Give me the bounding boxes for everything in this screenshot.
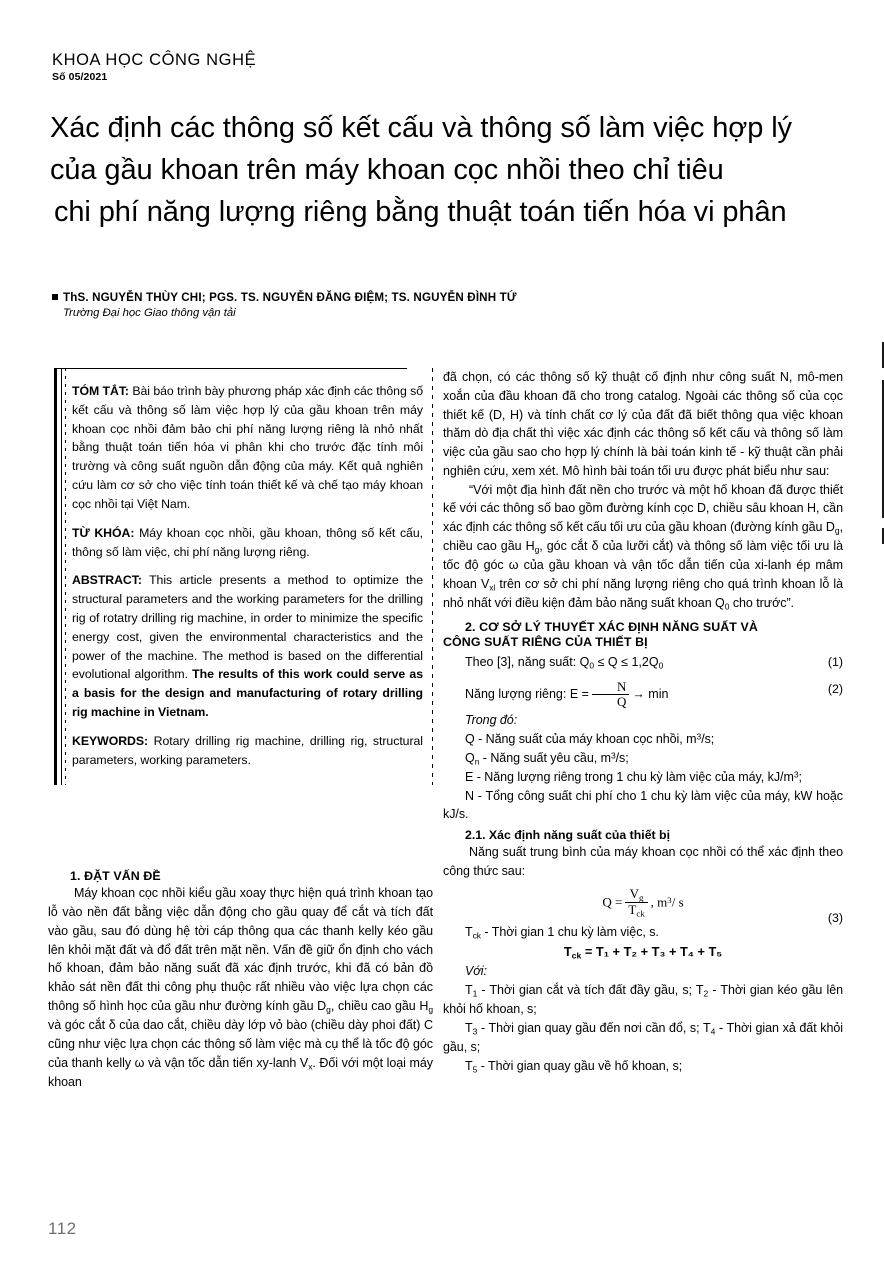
eq-tck-sum-terms: = T₁ + T₂ + T₃ + T₄ + T₅	[581, 943, 723, 959]
subscript-g-2: g	[428, 1004, 434, 1015]
section-1-paragraph	[48, 884, 433, 1091]
equation-2-label: Năng lượng riêng: E =	[465, 687, 589, 702]
abstract-box-right-rule	[432, 368, 433, 785]
definition-E-units: ;	[798, 769, 802, 784]
definition-Qn	[443, 749, 843, 768]
subscript-4: 4	[710, 1026, 716, 1037]
subscript-5: 5	[472, 1064, 478, 1075]
subscript-x: x	[308, 1060, 313, 1071]
page-number: 112	[48, 1219, 77, 1238]
author-block	[52, 291, 692, 319]
fraction-denominator: Q	[616, 694, 627, 710]
quote-paragraph	[443, 481, 843, 614]
definition-E-text: E - Năng lượng riêng trong 1 chu kỳ làm việc của máy, kJ/m	[465, 769, 794, 784]
fraction-vg-over-tck	[625, 887, 647, 920]
equation-tck-sum	[443, 944, 843, 960]
quote-text-a: “Với một địa hình đất nền cho trước và một hố khoan đã được thiết kế với các thông số bao gồm đường kính cọc D, chiều sâu khoan H, cần xác định các thông số kết cấu tối ưu của gầu khoan (đường kính gầu D	[443, 482, 843, 534]
equation-1	[443, 653, 663, 672]
issue-number: Số 05/2021	[52, 71, 108, 84]
section-1-heading: 1. ĐẶT VẤN ĐỀ	[70, 869, 161, 884]
continued-paragraph: đã chọn, có các thông số kỹ thuật cố định như công suất N, mô-men xoắn của đầu khoan đã cho trong catalog. Ngoài các thông số của cọc thiết kế (D, H) và tính chất cơ lý của đất đã biết thông qua việc khoan thăm dò địa chất thì việc xác định các thông số kết cấu và thông số làm việc của gầu sao cho hợp lý chính là bài toán kinh tế - kỹ thuật cần phải nghiên cứu, xem xét. Mô hình bài toán tối ưu được phát biểu như sau:	[443, 370, 843, 478]
definition-Qn-symbol: Q	[465, 750, 475, 765]
title-line-1: Xác định các thông số kết cấu và thông số làm việc hợp lý	[50, 112, 792, 144]
definition-N: N - Tổng công suất chi phí cho 1 chu kỳ làm việc của máy, kW hoặc kJ/s.	[443, 788, 843, 822]
tukhoa-text: Máy khoan cọc nhồi, gầu khoan, thông số kết cấu, thông số làm việc, chi phí năng lượng riêng.	[72, 525, 423, 559]
definition-Tck-symbol: T	[465, 924, 473, 939]
quote-text-b: , chiều cao gầu H	[443, 520, 843, 554]
section-1-text-a: Máy khoan cọc nhồi kiểu gầu xoay thực hiện quá trình khoan tạo lỗ vào nền đất bằng việc dẫn động cho gầu quay để cắt và tích đất vào gầu, sau đó dùng hệ tời cáp thông qua các thanh kelly kéo gầu lên khỏi mặt đất và đổ đất trên mặt nền. Vấn đề giữ ổn định cho vách hố khoan, đảm bảo năng suất đã xác định trước, khi đã có bản đồ khảo sát nền đất thi công phụ thuộc rất nhiều vào việc lựa chọn các thông số hình học của gầu như đường kính gầu D	[48, 886, 433, 1013]
equation-3-number: (3)	[827, 910, 843, 925]
subscript-g-4: g	[534, 544, 540, 555]
definition-T3-T4	[443, 1019, 843, 1057]
equation-1-row	[443, 653, 843, 672]
keywords-label: KEYWORDS:	[72, 733, 149, 748]
eq-tck-symbol: T	[563, 943, 572, 959]
abstract-box-left-rule-thin	[61, 368, 62, 785]
section-1	[48, 869, 433, 1091]
tomtat-label: TÓM TẮT:	[72, 384, 129, 398]
fraction-n-over-q	[592, 680, 629, 709]
section-2-1-paragraph: Năng suất trung bình của máy khoan cọc nhồi có thể xác định theo công thức sau:	[443, 845, 843, 878]
subscript-g-5: g	[638, 892, 644, 903]
section-2-1-heading: 2.1. Xác định năng suất của thiết bị	[465, 828, 670, 843]
equation-2-number: (2)	[827, 682, 843, 697]
page-title	[50, 108, 850, 233]
definition-Tck	[443, 923, 843, 942]
subscript-zero-q: 0	[724, 601, 730, 612]
running-head	[52, 52, 452, 83]
section-2-heading-line-2: CÔNG SUẤT RIÊNG CỦA THIẾT BỊ	[443, 635, 648, 650]
keywords-paragraph	[72, 732, 423, 770]
subscript-g-3: g	[834, 525, 840, 536]
subscript-n: n	[474, 756, 480, 767]
definition-T5	[443, 1057, 843, 1076]
author-names-row	[52, 291, 692, 304]
equation-3-units-tail: / s	[671, 894, 684, 910]
author-affiliation: Trường Đại học Giao thông vận tải	[63, 307, 236, 319]
abstract-box-left-rule-dotted	[65, 368, 66, 785]
fraction-denominator-tck	[625, 903, 647, 919]
right-column	[443, 368, 843, 1076]
author-names: ThS. NGUYỄN THÙY CHI; PGS. TS. NGUYỄN ĐĂNG ĐIỆM; TS. NGUYỄN ĐÌNH TỨ	[63, 291, 517, 304]
definition-T3-text: - Thời gian quay gầu đến nơi cần đổ, s; T	[477, 1020, 711, 1035]
quote-text-d: trên cơ sở chi phí năng lượng riêng cho quá trình khoan lỗ là nhỏ nhất với điều kiện đảm bảo năng suất khoan Q	[443, 577, 843, 611]
abstract-label: ABSTRACT:	[72, 573, 142, 588]
abstract-text: This article presents a method to optimize the structural parameters and the working parameters for the drilling rig of rotatry drilling rig machine, in order to minimize the specific energy cost, given the environmental characteristics and the power of the machine. The method is based on the differential evolutional algorithm.	[72, 573, 423, 682]
eq3-den-symbol: T	[628, 902, 637, 918]
definition-T1-T2	[443, 981, 843, 1019]
definition-T1-text: - Thời gian cắt và tích đất đầy gầu, s; T	[477, 982, 704, 997]
section-1-text-d: . Đối với một loại máy khoan	[48, 1055, 433, 1089]
superscript-3-3: 3	[793, 769, 799, 780]
voi-label: Với:	[465, 964, 487, 979]
section-1-text-c: và góc cắt δ của dao cắt, chiều dày lớp vỏ bào (chiều dày phoi đất) C cũng như việc lựa chọn các thông số làm việc mà cụ thể là tốc độ góc của thanh kelly ω và vận tốc dẫn tiến xy-lanh V	[48, 1018, 433, 1070]
abstract-text-bold: The results of this work could serve as a basis for the design and manufacturing of rotary drilling rig machine in Vietnam.	[72, 667, 423, 719]
subscript-zero-1: 0	[589, 660, 595, 671]
equation-3-row	[443, 885, 843, 925]
equation-3-lhs: Q =	[602, 894, 623, 910]
trong-do-label: Trong đó:	[465, 713, 518, 728]
fraction-numerator: N	[616, 679, 627, 695]
definition-T2-text: - Thời gian kéo gầu lên khỏi hố khoan, s;	[443, 982, 843, 1017]
subscript-ck-2: ck	[472, 930, 481, 940]
section-1-text-b: , chiều cao gầu H	[330, 998, 429, 1013]
superscript-3-1: 3	[696, 731, 702, 742]
quote-text-e: cho trước”.	[729, 596, 794, 611]
subscript-ck-3: ck	[571, 950, 582, 961]
subscript-3: 3	[472, 1026, 478, 1037]
section-2-heading-line-1: 2. CƠ SỞ LÝ THUYẾT XÁC ĐỊNH NĂNG SUẤT VÀ	[465, 620, 758, 635]
definition-E	[443, 768, 843, 787]
title-line-3: chi phí năng lượng riêng bằng thuật toán tiến hóa vi phân	[54, 195, 787, 228]
journal-name: KHOA HỌC CÔNG NGHỆ	[52, 51, 257, 69]
subscript-zero-2: 0	[658, 660, 664, 671]
subscript-xl: xl	[489, 582, 496, 593]
equation-2	[443, 680, 668, 709]
definition-Q	[443, 730, 843, 749]
superscript-3-4: 3	[667, 894, 672, 905]
subscript-ck-1: ck	[636, 908, 645, 919]
equation-2-row	[443, 680, 843, 709]
equation-1-text-a: Theo [3], năng suất: Q	[465, 655, 590, 670]
tukhoa-label: TỪ KHÓA:	[72, 525, 135, 540]
tukhoa-paragraph	[72, 524, 423, 562]
definition-Q-units: /s;	[701, 732, 715, 747]
title-line-2: của gầu khoan trên máy khoan cọc nhồi theo chỉ tiêu	[50, 153, 724, 186]
equation-1-text-b: ≤ Q ≤ 1,2Q	[594, 655, 659, 670]
equation-3	[443, 887, 843, 920]
definition-Qn-units: /s;	[615, 750, 629, 765]
abstract-box-top-rule	[54, 368, 407, 369]
eq3-num-symbol: V	[629, 885, 639, 901]
definition-Q-text: Q - Năng suất của máy khoan cọc nhồi, m	[465, 732, 697, 747]
equation-2-arrow-min: → min	[632, 687, 669, 702]
tomtat-text: Bài báo trình bày phương pháp xác định các thông số kết cấu và thông số làm việc hợp lý của gầu khoan trên máy khoan cọc nhồi đảm bảo chi phí năng lượng riêng là nhỏ nhất bằng thuật toán tiến hóa vi phân khi cho trước đặc tính môi trường và công suất nguồn dẫn động của máy. Kết quả nghiên cứu làm cơ sở cho việc tính toán thiết kế và chế tạo máy khoan cọc nhồi tại Việt Nam.	[72, 384, 423, 511]
definition-Qn-text: - Năng suất yêu cầu, m	[479, 750, 611, 765]
subscript-g-1: g	[326, 1004, 331, 1015]
equation-3-units: , m	[650, 894, 668, 910]
fraction-numerator-vg	[625, 887, 647, 903]
definition-T5-text: - Thời gian quay gầu về hố khoan, s;	[477, 1058, 683, 1073]
definition-T4-text: - Thời gian xả đất khỏi gầu, s;	[443, 1020, 844, 1054]
subscript-1: 1	[472, 988, 478, 999]
definition-Tck-text: - Thời gian 1 chu kỳ làm việc, s.	[481, 924, 659, 939]
keywords-text: Rotary drilling rig machine, drilling rig, structural parameters, working parameters.	[72, 733, 423, 767]
quote-text-c: , góc cắt δ của lưỡi cắt) và thông số làm việc tối ưu là tốc độ góc ω của gầu khoan và vận tốc dẫn tiến của xi-lanh ép mâm khoan V	[443, 539, 844, 591]
definition-T3-symbol: T	[465, 1020, 473, 1035]
abstract-box-left-rule-thick	[54, 368, 57, 785]
tomtat-paragraph	[72, 382, 423, 514]
definition-T1-symbol: T	[465, 982, 473, 997]
definition-T5-symbol: T	[465, 1058, 473, 1073]
bullet-square-icon	[52, 294, 58, 300]
abstract-box	[54, 368, 433, 785]
abstract-paragraph	[72, 571, 423, 722]
superscript-3-2: 3	[610, 750, 616, 761]
left-column	[48, 368, 433, 1091]
subscript-2: 2	[703, 988, 709, 999]
equation-1-number: (1)	[827, 655, 843, 670]
